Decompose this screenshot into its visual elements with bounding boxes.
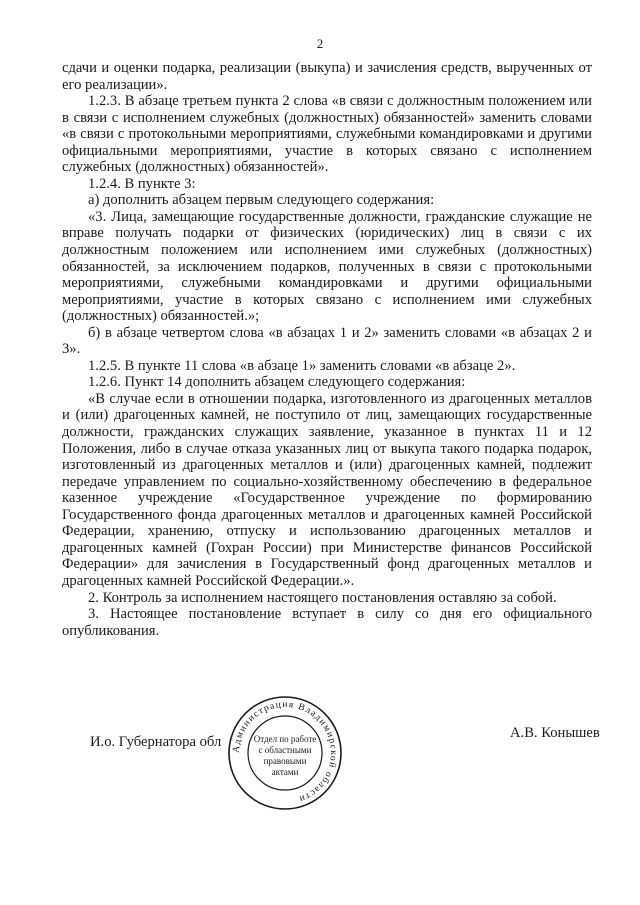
document-body [62,60,592,639]
paragraph: 1.2.6. Пункт 14 дополнить абзацем следующего содержания: [88,374,466,391]
stamp-center-line: Отдел по работе [253,734,317,744]
paragraph: а) дополнить абзацем первым следующего содержания: [88,192,435,209]
stamp-center-line: актами [271,767,299,777]
paragraph: 1.2.5. В пункте 11 слова «в абзаце 1» заменить словами «в абзаце 2». [88,357,516,374]
stamp-center-line: правовыми [263,756,307,766]
signatory-name: А.В. Конышев [510,725,600,741]
paragraph: 2. Контроль за исполнением настоящего постановления оставляю за собой. [88,589,557,606]
paragraph: 3. Настоящее постановление вступает в силу со дня его официального опубликования. [62,606,592,639]
stamp-ring-text: Администрация Владимирской области [230,698,340,805]
paragraph: «3. Лица, замещающие государственные должности, гражданские служащие не вправе получать подарки от физических (юридических) лиц в связи с их должностным положением или исполнением ими служебных (должностных) обязанностей, за исключением подарков, полученных в связи с протокольными мероприятиями, служебными командировками и другими официальными мероприятиями, участие в которых связано с исполнением ими служебных (должностных) обязанностей.»; [62,208,592,325]
paragraph: сдачи и оценки подарка, реализации (выкупа) и зачисления средств, вырученных от его реализации». [62,60,592,93]
paragraph: «В случае если в отношении подарка, изготовленного из драгоценных металлов и (или) драгоценных камней, не поступило от лиц, замещающих государственные должности, гражданских служащих заявление, указанное в пунктах 11 и 12 Положения, либо в случае отказа указанных лиц от выкупа такого подарка подарок, изготовленный из драгоценных металлов и (или) драгоценных камней, подлежит передаче управлением по социально-хозяйственному обеспечению в федеральное казенное учреждение «Государственное учреждение по формированию Государственного фонда драгоценных металлов и драгоценных камней Российской Федерации, хранению, отпуску и использованию драгоценных металлов и драгоценных камней (Гохран России) при Министерстве финансов Российской Федерации» для зачисления в Государственный фонд драгоценных металлов и драгоценных камней Российской Федерации.». [62,390,592,589]
signatory-position: И.о. Губернатора обл [90,734,222,750]
official-stamp [226,694,344,812]
page-number: 2 [316,36,324,51]
stamp-center-line: с областными [258,745,312,755]
paragraph: б) в абзаце четвертом слова «в абзацах 1 и 2» заменить словами «в абзацах 2 и 3». [62,324,592,358]
paragraph: 1.2.3. В абзаце третьем пункта 2 слова «в связи с должностным положением или в связи с исполнением служебных (должностных) обязанностей» заменить словами «в связи с протокольными мероприятиями, служебными командировками и другими официальными мероприятиями, участие в которых связано с исполнением служебных (должностных) обязанностей». [62,93,592,176]
paragraph: 1.2.4. В пункте 3: [88,175,196,192]
